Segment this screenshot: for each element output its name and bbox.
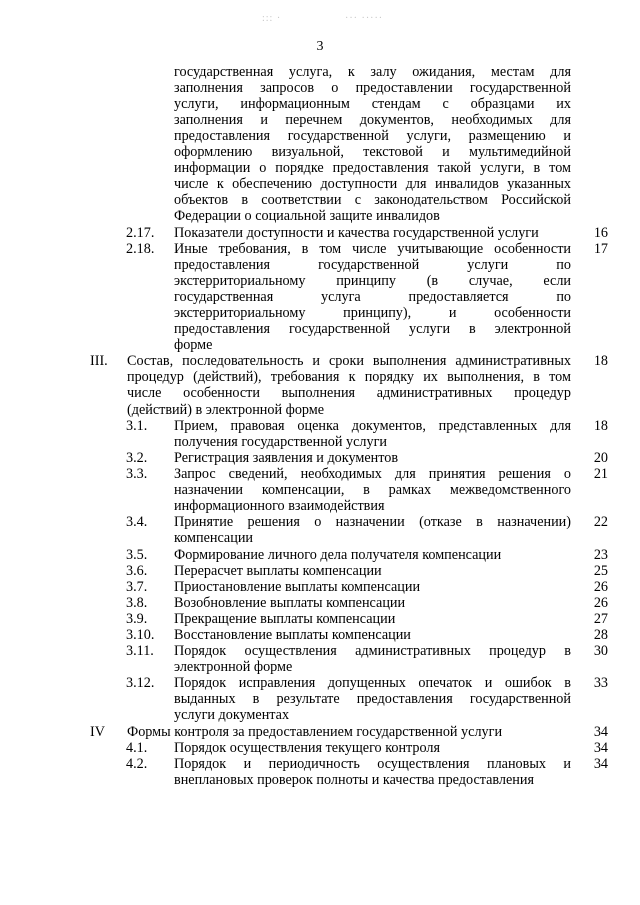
toc-entry-page: 23 bbox=[593, 546, 608, 563]
toc-entry-line: Прием, правовая оценка документов, представленных для bbox=[174, 417, 571, 434]
toc-entry-page: 30 bbox=[593, 643, 608, 660]
toc-entry-page: 26 bbox=[593, 594, 608, 611]
toc-entry-line: (действий) в электронной форме bbox=[127, 401, 325, 418]
toc-entry-line: оформлению визуальной, текстовой и мультимедийной bbox=[174, 143, 571, 160]
toc-entry-line: государственная услуга, к залу ожидания, местам для bbox=[174, 63, 571, 80]
toc-entry-title bbox=[127, 353, 571, 417]
toc-entry-page: 33 bbox=[593, 675, 608, 692]
toc-entry-page: 34 bbox=[593, 723, 608, 740]
toc-entry-line: информационного взаимодействия bbox=[174, 498, 385, 515]
toc-entry-line: Запрос сведений, необходимых для принятия решения о bbox=[174, 466, 571, 482]
toc-entry-title bbox=[174, 514, 571, 546]
toc-entry-number: 3.4. bbox=[126, 514, 148, 531]
toc-entry-line: компенсации bbox=[174, 530, 254, 547]
toc-entry-line: электронной форме bbox=[174, 659, 293, 676]
toc-entry-page: 28 bbox=[593, 627, 608, 643]
toc-entry-line: Перерасчет выплаты компенсации bbox=[174, 562, 382, 579]
toc-entry-line: Прекращение выплаты компенсации bbox=[174, 610, 396, 627]
toc-entry-line: Иные требования, в том числе учитывающие особенности bbox=[174, 240, 571, 257]
scan-mark-right: ··· ····· bbox=[345, 13, 384, 24]
toc-entry-title bbox=[174, 756, 571, 788]
toc-entry-page: 16 bbox=[593, 224, 608, 241]
toc-entry-line: Порядок осуществления текущего контроля bbox=[174, 739, 441, 756]
toc-entry-number: 4.1. bbox=[126, 739, 148, 756]
toc-entry-number: IV bbox=[90, 723, 105, 740]
toc-entry-number: 3.7. bbox=[126, 578, 148, 595]
toc-entry-page: 34 bbox=[593, 755, 608, 772]
toc-entry-title bbox=[174, 563, 571, 579]
scan-mark-left: ::: · bbox=[262, 13, 282, 24]
toc-entry-title bbox=[174, 627, 571, 643]
toc-entry-page: 22 bbox=[593, 514, 608, 531]
toc-entry-title bbox=[174, 418, 571, 450]
toc-entry-line: заполнения запросов о предоставлении государственной bbox=[174, 79, 571, 96]
toc-entry-title bbox=[174, 643, 571, 675]
toc-entry-number: 2.18. bbox=[126, 240, 155, 257]
page-number: 3 bbox=[316, 39, 324, 54]
toc-entry-line: Регистрация заявления и документов bbox=[174, 449, 399, 466]
toc-entry-title bbox=[174, 547, 571, 563]
toc-entry-line: получения государственной услуги bbox=[174, 433, 387, 450]
toc-entry-number: 3.11. bbox=[126, 643, 154, 660]
toc-entry-number: 3.9. bbox=[126, 610, 148, 627]
toc-entry-page: 34 bbox=[593, 739, 608, 756]
toc-entry-line: предоставления государственной услуги в электронной bbox=[174, 321, 571, 338]
toc-entry-number: 3.6. bbox=[126, 562, 148, 579]
toc-entry-line: услуги документах bbox=[174, 707, 290, 724]
toc-entry-page: 25 bbox=[593, 562, 608, 579]
toc-entry-line: назначении компенсации, в рамках межведомственного bbox=[174, 482, 571, 499]
toc-entry-line: экстерриториальному принципу), и особенности bbox=[174, 304, 571, 321]
toc-entry-line: заполнения и перечнем документов, необходимых для bbox=[174, 111, 571, 128]
toc-entry-line: Порядок исправления допущенных опечаток и ошибок в bbox=[174, 675, 571, 692]
toc-entry-line: Федерации о социальной защите инвалидов bbox=[174, 208, 440, 225]
toc-entry-page: 18 bbox=[593, 417, 608, 434]
toc-entry-line: Приостановление выплаты компенсации bbox=[174, 578, 421, 595]
toc-entry-line: Формы контроля за предоставлением государственной услуги bbox=[127, 723, 503, 740]
toc-entry-line: числе особенности выполнения административных процедур bbox=[127, 385, 571, 402]
toc-entry-page: 21 bbox=[593, 466, 608, 482]
toc-entry-line: внеплановых проверок полноты и качества предоставления bbox=[174, 771, 535, 788]
toc-entry-line: процедур (действий), требования к порядку их выполнения, в том bbox=[127, 369, 571, 386]
toc-entry-line: предоставления государственной услуги, размещению и bbox=[174, 127, 571, 144]
toc-entry-number: 3.5. bbox=[126, 546, 148, 563]
toc-entry-title bbox=[127, 724, 571, 740]
toc-entry-line: Принятие решения о назначении (отказе в назначении) bbox=[174, 514, 571, 531]
toc-entry-number: 3.12. bbox=[126, 675, 155, 692]
toc-entry-page: 18 bbox=[593, 353, 608, 370]
toc-entry-page: 26 bbox=[593, 578, 608, 595]
toc-entry-title bbox=[174, 579, 571, 595]
toc-entry-page: 20 bbox=[593, 449, 608, 466]
toc-entry-title bbox=[174, 466, 571, 514]
toc-entry-title bbox=[174, 64, 571, 225]
toc-entry-line: Восстановление выплаты компенсации bbox=[174, 627, 411, 643]
toc-entry-number: 2.17. bbox=[126, 224, 155, 241]
toc-entry-line: выданных в результате предоставления государственной bbox=[174, 691, 571, 708]
toc-entry-line: Порядок осуществления административных процедур в bbox=[174, 643, 571, 660]
toc-entry-number: 3.10. bbox=[126, 627, 155, 643]
toc-entry-page: 27 bbox=[593, 610, 608, 627]
toc-entry-line: Формирование личного дела получателя компенсации bbox=[174, 546, 502, 563]
toc-entry-line: услуги, информационным стендам с образцами их bbox=[174, 95, 571, 112]
toc-entry-title bbox=[174, 611, 571, 627]
toc-entry-title bbox=[174, 450, 571, 466]
toc-entry-number: 3.2. bbox=[126, 449, 148, 466]
toc-entry-number: 3.1. bbox=[126, 417, 148, 434]
toc-entry-title bbox=[174, 225, 571, 241]
toc-entry-line: экстерриториальному принципу (в случае, если bbox=[174, 272, 571, 289]
toc-entry-line: объектов в соответствии с законодательством Российской bbox=[174, 192, 571, 209]
toc-entry-line: форме bbox=[174, 337, 213, 354]
toc-entry-line: Состав, последовательность и сроки выполнения административных bbox=[127, 353, 571, 370]
toc-entry-line: Показатели доступности и качества государственной услуги bbox=[174, 224, 539, 241]
toc-entry-title bbox=[174, 241, 571, 354]
toc-entry-title bbox=[174, 595, 571, 611]
toc-entry-page: 17 bbox=[593, 240, 608, 257]
toc-entry-number: 3.8. bbox=[126, 594, 148, 611]
toc-entry-line: государственная услуга предоставляется по bbox=[174, 288, 571, 305]
toc-entry-number: III. bbox=[90, 353, 108, 370]
toc-entry-line: предоставления государственной услуги по bbox=[174, 256, 571, 273]
toc-entry-line: числе к обеспечению доступности для инвалидов указанных bbox=[174, 176, 571, 193]
toc-entry-line: Порядок и периодичность осуществления плановых и bbox=[174, 755, 571, 772]
toc-entry-title bbox=[174, 740, 571, 756]
toc-entry-number: 4.2. bbox=[126, 755, 148, 772]
toc-entry-line: Возобновление выплаты компенсации bbox=[174, 594, 406, 611]
toc-entry-line: информации о порядке предоставления такой услуги, в том bbox=[174, 160, 571, 177]
toc-entry-title bbox=[174, 675, 571, 723]
toc-entry-number: 3.3. bbox=[126, 466, 148, 482]
